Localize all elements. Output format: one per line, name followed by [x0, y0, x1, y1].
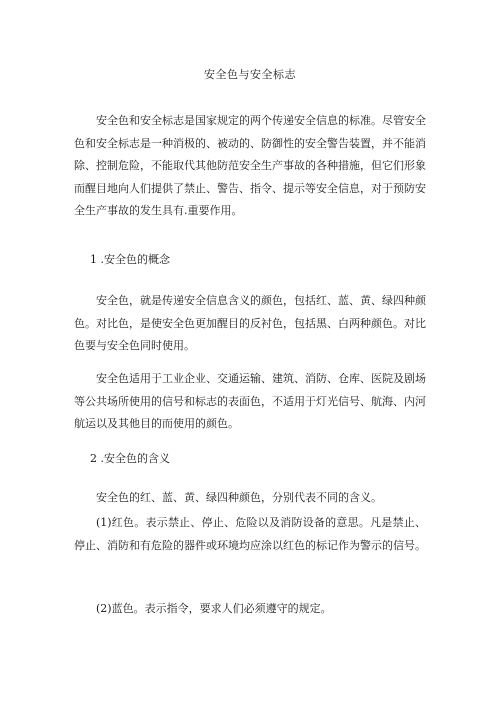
concept-paragraph-1: 安全色，就是传递安全信息含义的颜色，包括红、蓝、黄、绿四种颜色。对比色，是使安全色更加醒目的反衬色，包括黑、白两种颜色。对比色要与安全色同时使用。	[74, 294, 426, 352]
meaning-item-red: (1)红色。表示禁止、停止、危险以及消防设备的意思。凡是禁止、停止、消防和有危险的器件或环境均应涂以红色的标记作为警示的信号。	[74, 516, 426, 552]
concept-paragraph-2: 安全色适用于工业企业、交通运输、建筑、消防、仓库、医院及剧场等公共场所使用的信号和标志的表面色，不适用于灯光信号、航海、内河航运以及其他目的而使用的颜色。	[74, 372, 426, 430]
meaning-item-blue: (2)蓝色。表示指令，要求人们必须遵守的规定。	[96, 602, 332, 615]
section-heading-meaning: 2 .安全色的含义	[90, 452, 170, 465]
section-heading-concept: 1 .安全色的概念	[90, 253, 170, 266]
meaning-paragraph: 安全色的红、蓝、黄、绿四种颜色，分别代表不同的含义。	[96, 491, 382, 504]
intro-paragraph: 安全色和安全标志是国家规定的两个传递安全信息的标准。尽管安全色和安全标志是一种消极的、被动的、防御性的安全警告装置，并不能消除、控制危险，不能取代其他防范安全生产事故的各种措施，但它们形象而醒目地向人们提供了禁止、警告、指令、提示等安全信息，对于预防安全生产事故的发生具有.重要作用。	[74, 114, 426, 217]
document-title: 安全色与安全标志	[204, 68, 296, 81]
